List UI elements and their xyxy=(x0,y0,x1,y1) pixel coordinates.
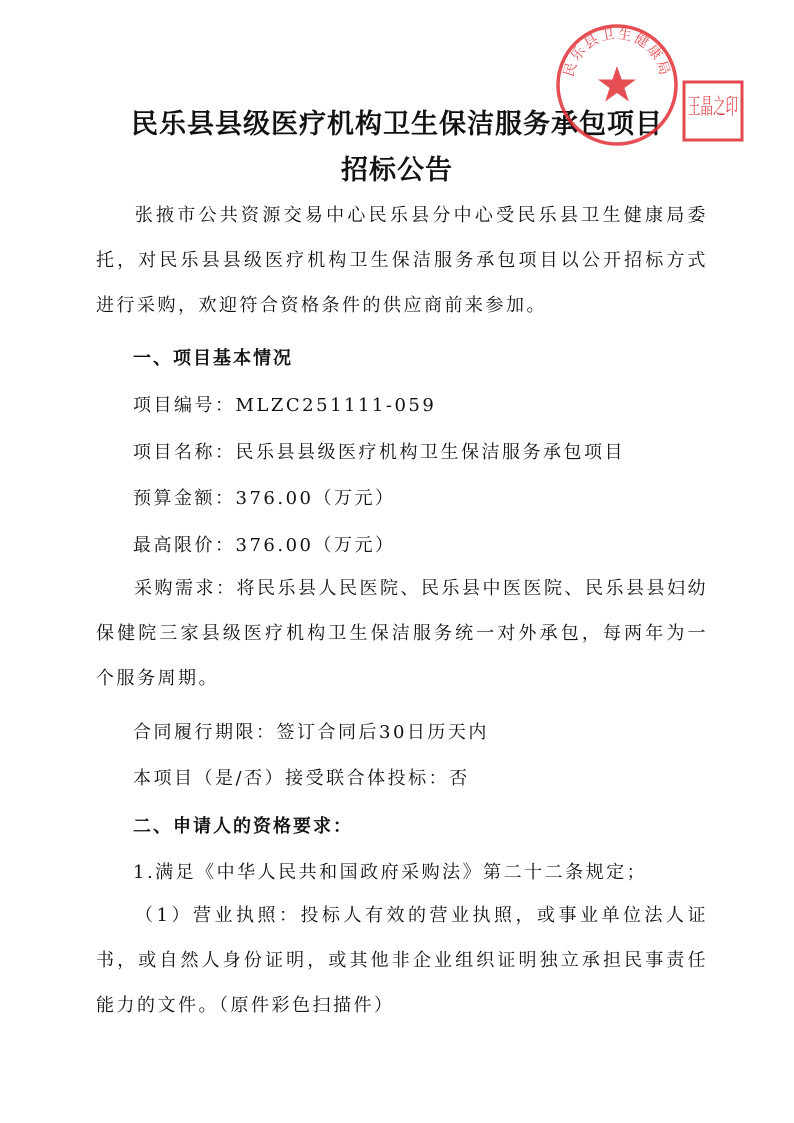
budget-amount: 预算金额：376.00（万元） xyxy=(133,488,396,509)
document-title-line2: 招标公告 xyxy=(341,155,453,186)
section1-heading: 一、项目基本情况 xyxy=(133,348,293,369)
project-number: 项目编号：MLZC251111-059 xyxy=(133,395,437,416)
contract-period: 合同履行期限：签订合同后30日历天内 xyxy=(133,722,489,743)
section2-heading: 二、申请人的资格要求： xyxy=(133,816,353,837)
consortium-bid: 本项目（是/否）接受联合体投标：否 xyxy=(133,768,470,789)
procurement-demand: 采购需求：将民乐县人民医院、民乐县中医医院、民乐县县妇幼保健院三家县级医疗机构卫生保洁服务统一对外承包，每两年为一个服务周期。 xyxy=(96,578,708,689)
qualification-item-1-sub-1: （1）营业执照：投标人有效的营业执照，或事业单位法人证书，或自然人身份证明，或其他非企业组织证明独立承担民事责任能力的文件。（原件彩色扫描件） xyxy=(96,905,708,1016)
personal-seal-text: 王晶之印 xyxy=(688,95,738,120)
seal-star-icon xyxy=(598,66,636,102)
document-title-line1: 民乐县县级医疗机构卫生保洁服务承包项目 xyxy=(131,109,663,140)
official-seal xyxy=(554,22,680,148)
intro-paragraph: 张掖市公共资源交易中心民乐县分中心受民乐县卫生健康局委托，对民乐县县级医疗机构卫生保洁服务承包项目以公开招标方式进行采购，欢迎符合资格条件的供应商前来参加。 xyxy=(96,205,708,316)
personal-seal xyxy=(682,80,744,142)
project-name: 项目名称：民乐县县级医疗机构卫生保洁服务承包项目 xyxy=(133,442,625,463)
seal-text: 民乐县卫生健康局 xyxy=(561,26,673,79)
qualification-item-1: 1.满足《中华人民共和国政府采购法》第二十二条规定； xyxy=(133,862,648,883)
max-price: 最高限价：376.00（万元） xyxy=(133,535,396,556)
